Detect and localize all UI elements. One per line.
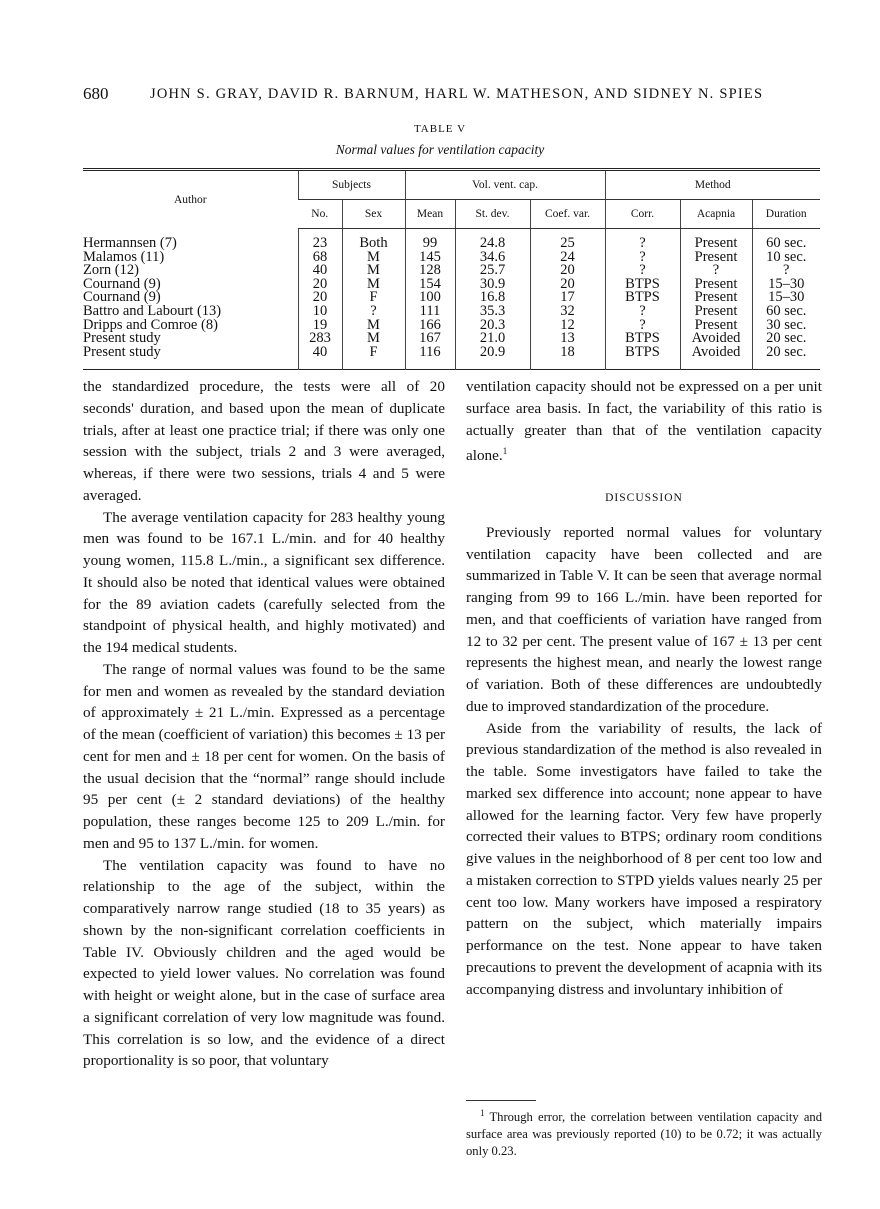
- table-cell: 17: [530, 291, 605, 305]
- footnote-body: Through error, the correlation between ventilation capacity and surface area was previously reported (10) to be 0.72; it was actually only 0.23.: [466, 1110, 823, 1159]
- author-cell: Cournand (9): [83, 275, 161, 292]
- table-cell: 99: [405, 229, 455, 251]
- table-cell: 60 sec.: [752, 229, 820, 251]
- footnote: [466, 1100, 822, 1160]
- paragraph: Aside from the variability of results, the lack of previous standardization of the method is also revealed in the table. Some investigators have failed to take the marked sex difference into account; none appear to have allowed for the learning factor. Very few have properly corrected their values to BTPS; ordinary room conditions give values in the neighborhood of 8 per cent too low and a mistaken correction to STPD yields values nearly 25 per cent too low. Many workers have imposed a respiratory pattern on the subject, which materially impairs performance on the test. None appear to have taken precautions to prevent the development of acapnia with its accompanying distress and involuntary inhibition of: [466, 719, 822, 998]
- author-cell: Cournand (9): [83, 289, 161, 306]
- author-cell: Hermannsen (7): [83, 234, 177, 251]
- section-heading: DISCUSSION: [605, 492, 683, 505]
- footnote-ref: 1: [502, 446, 508, 457]
- table-cell: 154: [405, 278, 455, 292]
- table-cell: 68: [298, 251, 342, 265]
- table-cell: Present: [680, 251, 752, 265]
- header-vol-vent-cap: Vol. vent. cap.: [405, 170, 605, 200]
- table-cell: 18: [530, 346, 605, 370]
- table-cell: 23: [298, 229, 342, 251]
- column-header: St. dev.: [455, 200, 530, 229]
- table-cell: BTPS: [605, 278, 680, 292]
- table-cell: 20.3: [455, 319, 530, 333]
- table-row: [83, 251, 820, 265]
- table-cell: 166: [405, 319, 455, 333]
- header-method: Method: [605, 170, 820, 200]
- table-cell: 25: [530, 229, 605, 251]
- table-cell: 20 sec.: [752, 346, 820, 370]
- table-cell: M: [342, 319, 405, 333]
- table-cell: 128: [405, 264, 455, 278]
- table-row: [83, 346, 820, 370]
- paragraph: The average ventilation capacity for 283 healthy young men was found to be 167.1 L./min. and for 40 healthy young women, 115.8 L./min., a significant sex difference. It should also be noted that identical values were obtained for the 89 aviation cadets (carefully selected from the standpoint of physical health, and highly motivated) and the 194 medical students.: [83, 508, 445, 656]
- table-cell: 145: [405, 251, 455, 265]
- table-label: TABLE V: [413, 123, 467, 135]
- table-cell: 19: [298, 319, 342, 333]
- column-header: Acapnia: [680, 200, 752, 229]
- table-cell: F: [342, 346, 405, 370]
- table-cell: Avoided: [680, 332, 752, 346]
- table-cell: 40: [298, 264, 342, 278]
- author-cell: Zorn (12): [83, 262, 139, 279]
- paragraph: The ventilation capacity was found to have no relationship to the age of the subject, within the comparatively narrow range studied (18 to 35 years) as shown by the non-significant correlation coefficients in Table IV. Obviously children and the aged would be expected to yield lower values. No correlation was found with height or weight alone, but in the case of surface area a significant correlation of very low magnitude was found. This correlation is so low, and the evidence of a direct proportionality is so poor, that voluntary: [83, 856, 445, 1070]
- table-row: [83, 229, 820, 251]
- table-cell: Avoided: [680, 346, 752, 370]
- table-cell: ?: [605, 305, 680, 319]
- page-number: 680: [83, 84, 109, 103]
- table-cell: 15–30: [752, 291, 820, 305]
- author-cell: Malamos (11): [83, 248, 165, 265]
- table-cell: ?: [752, 264, 820, 278]
- table-cell: 13: [530, 332, 605, 346]
- table-cell: 20: [530, 264, 605, 278]
- table-cell: 283: [298, 332, 342, 346]
- table-cell: ?: [605, 264, 680, 278]
- table-cell: 20 sec.: [752, 332, 820, 346]
- table-cell: M: [342, 251, 405, 265]
- table-cell: BTPS: [605, 291, 680, 305]
- table-cell: 167: [405, 332, 455, 346]
- column-header: Corr.: [605, 200, 680, 229]
- table-cell: 20: [298, 291, 342, 305]
- author-cell: Battro and Labourt (13): [83, 302, 222, 319]
- table-cell: 24: [530, 251, 605, 265]
- table-cell: 20: [530, 278, 605, 292]
- table-cell: BTPS: [605, 332, 680, 346]
- author-cell: Present study: [83, 330, 161, 347]
- paragraph: Previously reported normal values for voluntary ventilation capacity have been collected and are summarized in Table V. It can be seen that average normal ranging from 99 to 166 L./min. have been reported for men, and that coefficients of variation have ranged from 12 to 32 per cent. The present value of 167 ± 13 per cent represents the highest mean, and nearly the lowest range of variation. Both of these differences are undoubtedly due to improved standardization of the procedure.: [466, 523, 822, 715]
- table-cell: 15–30: [752, 278, 820, 292]
- left-column: [83, 376, 445, 1072]
- running-head: JOHN S. GRAY, DAVID R. BARNUM, HARL W. MATHESON, AND SIDNEY N. SPIES: [150, 86, 764, 102]
- table-cell: F: [342, 291, 405, 305]
- table-cell: Present: [680, 305, 752, 319]
- table-cell: 111: [405, 305, 455, 319]
- continuation-text: ventilation capacity should not be expressed on a per unit surface area basis. In fact, the variability of this ratio is actually greater than that of the ventilation capacity alone.: [466, 378, 822, 465]
- table-cell: 35.3: [455, 305, 530, 319]
- table-title: Normal values for ventilation capacity: [335, 142, 545, 157]
- column-header: Mean: [405, 200, 455, 229]
- column-header: Duration: [752, 200, 820, 229]
- footnote-marker: 1: [480, 1108, 485, 1118]
- table-cell: ?: [605, 251, 680, 265]
- table-cell: Present: [680, 319, 752, 333]
- table-cell: 24.8: [455, 229, 530, 251]
- header-subjects: Subjects: [298, 170, 405, 200]
- table-cell: 10 sec.: [752, 251, 820, 265]
- table-cell: M: [342, 278, 405, 292]
- table-cell: M: [342, 264, 405, 278]
- author-cell: Dripps and Comroe (8): [83, 316, 218, 333]
- table-cell: 40: [298, 346, 342, 370]
- table-cell: Both: [342, 229, 405, 251]
- table-cell: 30 sec.: [752, 319, 820, 333]
- table-cell: ?: [605, 319, 680, 333]
- table-cell: 20: [298, 278, 342, 292]
- table-cell: 34.6: [455, 251, 530, 265]
- table-cell: M: [342, 332, 405, 346]
- column-header: Sex: [342, 200, 405, 229]
- table-cell: 16.8: [455, 291, 530, 305]
- table-cell: ?: [342, 305, 405, 319]
- footnote-text: [466, 1105, 822, 1160]
- table-cell: Present: [680, 291, 752, 305]
- table-cell: ?: [605, 229, 680, 251]
- table-cell: 10: [298, 305, 342, 319]
- table-cell: ?: [680, 264, 752, 278]
- table-cell: 100: [405, 291, 455, 305]
- paragraph: [466, 376, 822, 467]
- column-header: Coef. var.: [530, 200, 605, 229]
- column-header: No.: [298, 200, 342, 229]
- table-cell: 20.9: [455, 346, 530, 370]
- table-cell: 25.7: [455, 264, 530, 278]
- ventilation-table: [83, 168, 820, 370]
- table-cell: 60 sec.: [752, 305, 820, 319]
- table-cell: 32: [530, 305, 605, 319]
- table-cell: 116: [405, 346, 455, 370]
- table-cell: BTPS: [605, 346, 680, 370]
- footnote-rule: [466, 1100, 536, 1101]
- table-cell: Present: [680, 229, 752, 251]
- paragraph: The range of normal values was found to be the same for men and women as revealed by the standard deviation of approximately ± 21 L./min. Expressed as a percentage of the mean (coefficient of variation) this becomes ± 13 per cent for men and ± 18 per cent for women. On the basis of the usual decision that the “normal” range should include 95 per cent (± 2 standard deviations) of the healthy population, these ranges become 125 to 209 L./min. for men and 95 to 137 L./min. for women.: [83, 660, 445, 852]
- author-cell: Present study: [83, 343, 161, 360]
- table-cell: Present: [680, 278, 752, 292]
- right-column: [466, 376, 822, 1000]
- header-author: Author: [173, 193, 207, 206]
- paragraph: the standardized procedure, the tests were all of 20 seconds' duration, and based upon the mean of duplicate trials, after at least one practice trial; if there was only one session with the subject, trials 2 and 3 were averaged, whereas, if there were two sessions, trials 4 and 5 were averaged.: [83, 378, 445, 504]
- table-cell: 12: [530, 319, 605, 333]
- table-cell: 21.0: [455, 332, 530, 346]
- table-cell: 30.9: [455, 278, 530, 292]
